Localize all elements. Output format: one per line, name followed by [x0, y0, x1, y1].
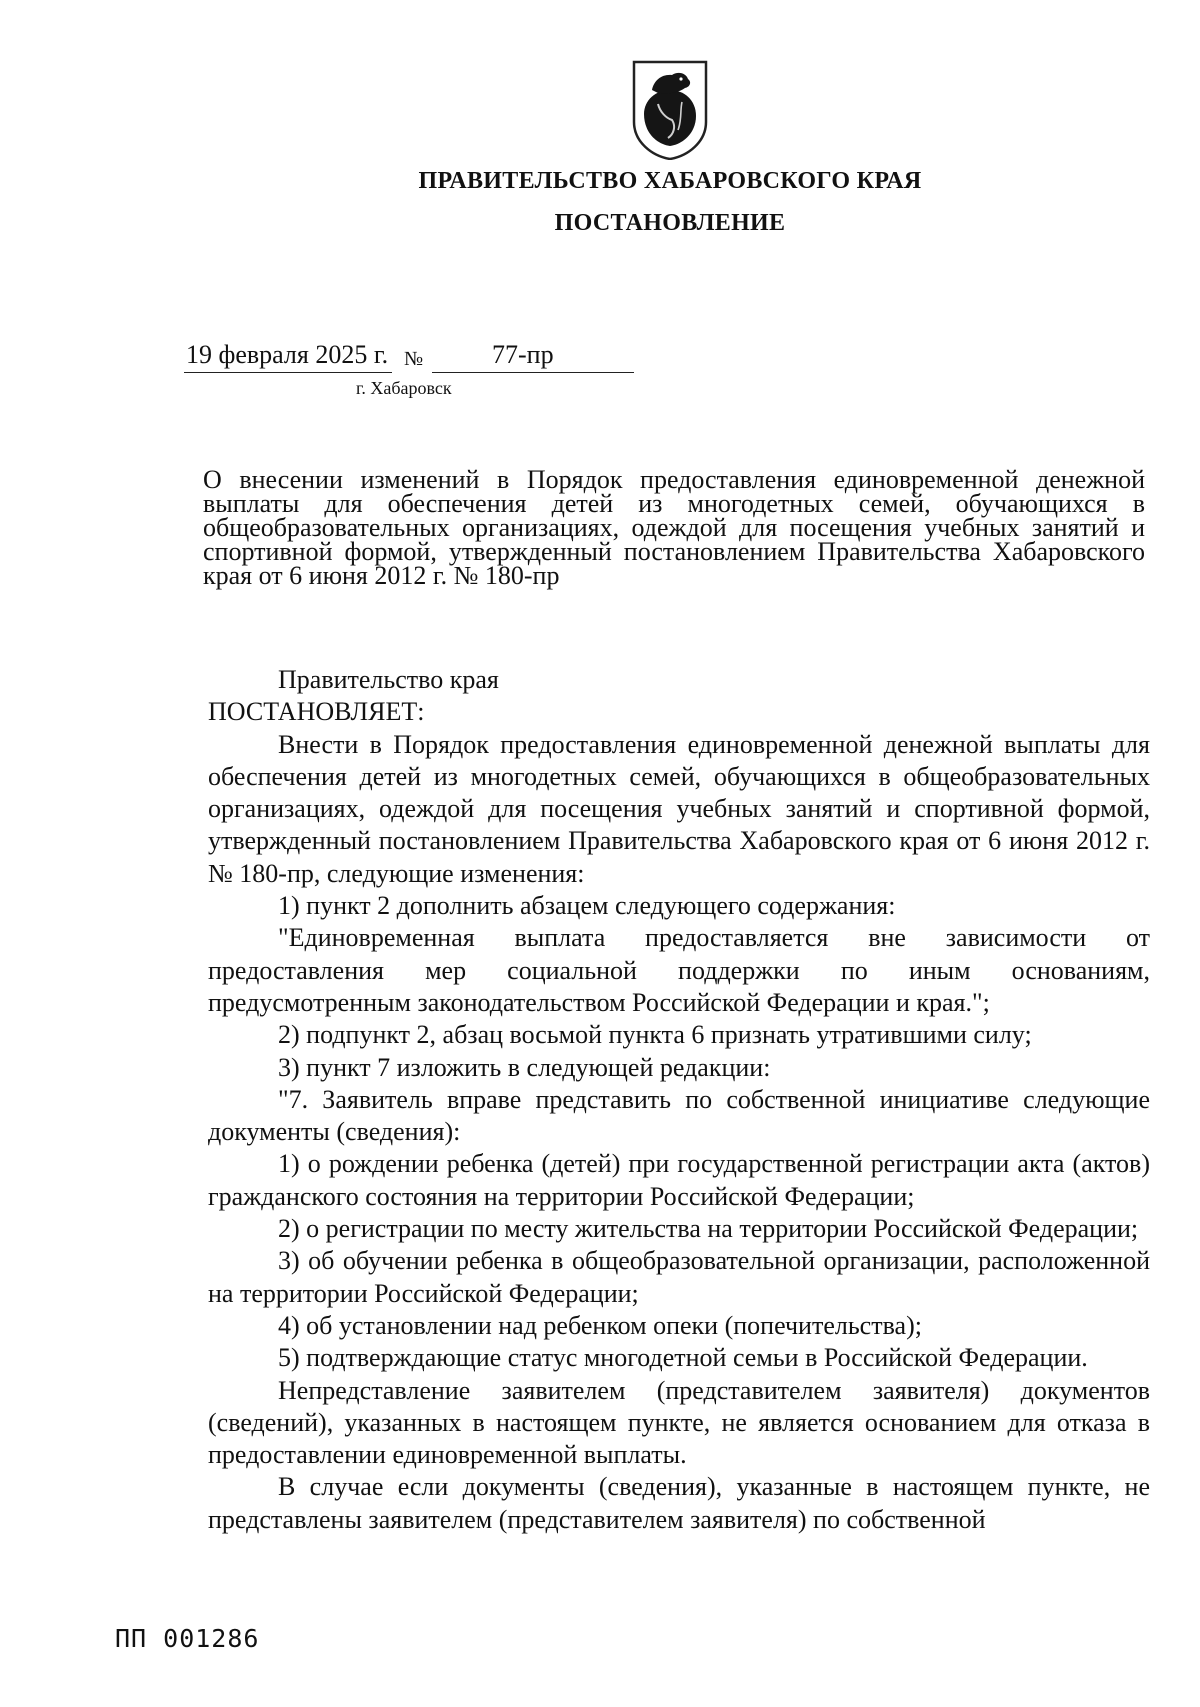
body-paragraph: "Единовременная выплата предоставляется вне зависимости от предоставления мер социальной поддержки по иным основаниям, предусмотренным законодательством Российской Федерации и края."; — [208, 923, 1150, 1017]
number-sign: № — [404, 348, 424, 370]
body-paragraph: "7. Заявитель вправе представить по собственной инициативе следующие документы (сведения): — [208, 1084, 1150, 1147]
body-paragraph: 1) пункт 2 дополнить абзацем следующего содержания: — [278, 891, 896, 921]
document-type: ПОСТАНОВЛЕНИЕ — [554, 210, 786, 236]
body-paragraph: 4) об установлении над ребенком опеки (попечительства); — [278, 1310, 922, 1340]
body-paragraph: 3) пункт 7 изложить в следующей редакции: — [278, 1052, 771, 1082]
body-paragraph: 1) о рождении ребенка (детей) при государственной регистрации акта (актов) гражданского состояния на территории Российской Федерации; — [208, 1149, 1150, 1211]
document-number: 77-пр — [492, 340, 554, 369]
preamble-resolves: ПОСТАНОВЛЯЕТ: — [208, 697, 425, 727]
body-paragraph: 2) о регистрации по месту жительства на территории Российской Федерации; — [278, 1214, 1139, 1244]
body-paragraph: Внести в Порядок предоставления единовременной денежной выплаты для обеспечения детей из многодетных семей, обучающихся в общеобразовательных организациях, одеждой для посещения учебных занятий и спортивной формой, утвержденный постановлением Правительства Хабаровского края от 6 июня 2012 г. № 180-пр, следующие изменения: — [208, 729, 1150, 888]
document-body — [208, 664, 1150, 1536]
preamble-line: Правительство края — [278, 665, 499, 694]
body-paragraph: 3) об обучении ребенка в общеобразовательной организации, расположенной на территории Российской Федерации; — [208, 1246, 1150, 1308]
organization-name: ПРАВИТЕЛЬСТВО ХАБАРОВСКОГО КРАЯ — [418, 168, 922, 194]
document-city: г. Хабаровск — [356, 378, 452, 398]
body-paragraph: В случае если документы (сведения), указанные в настоящем пункте, не представлены заявителем (представителем заявителя) по собственной — [208, 1472, 1150, 1534]
form-serial-number: ПП 001286 — [115, 1624, 260, 1653]
number-underline — [432, 372, 634, 373]
document-date: 19 февраля 2025 г. — [186, 340, 389, 369]
coat-of-arms-bear-icon — [630, 60, 710, 160]
document-subject: О внесении изменений в Порядок предоставления единовременной денежной выплаты для обеспечения детей из многодетных семей, обучающихся в общеобразовательных организациях, одеждой для посещения учебных занятий и спортивной формой, утвержденный постановлением Правительства Хабаровского края от 6 июня 2012 г. № 180-пр — [203, 465, 1145, 590]
body-paragraph: Непредставление заявителем (представителем заявителя) документов (сведений), указанных в настоящем пункте, не является основанием для отказа в предоставлении единовременной выплаты. — [208, 1375, 1150, 1470]
body-paragraph: 5) подтверждающие статус многодетной семьи в Российской Федерации. — [278, 1343, 1088, 1373]
body-paragraph: 2) подпункт 2, абзац восьмой пункта 6 признать утратившими силу; — [278, 1020, 1032, 1050]
date-underline — [184, 372, 392, 373]
